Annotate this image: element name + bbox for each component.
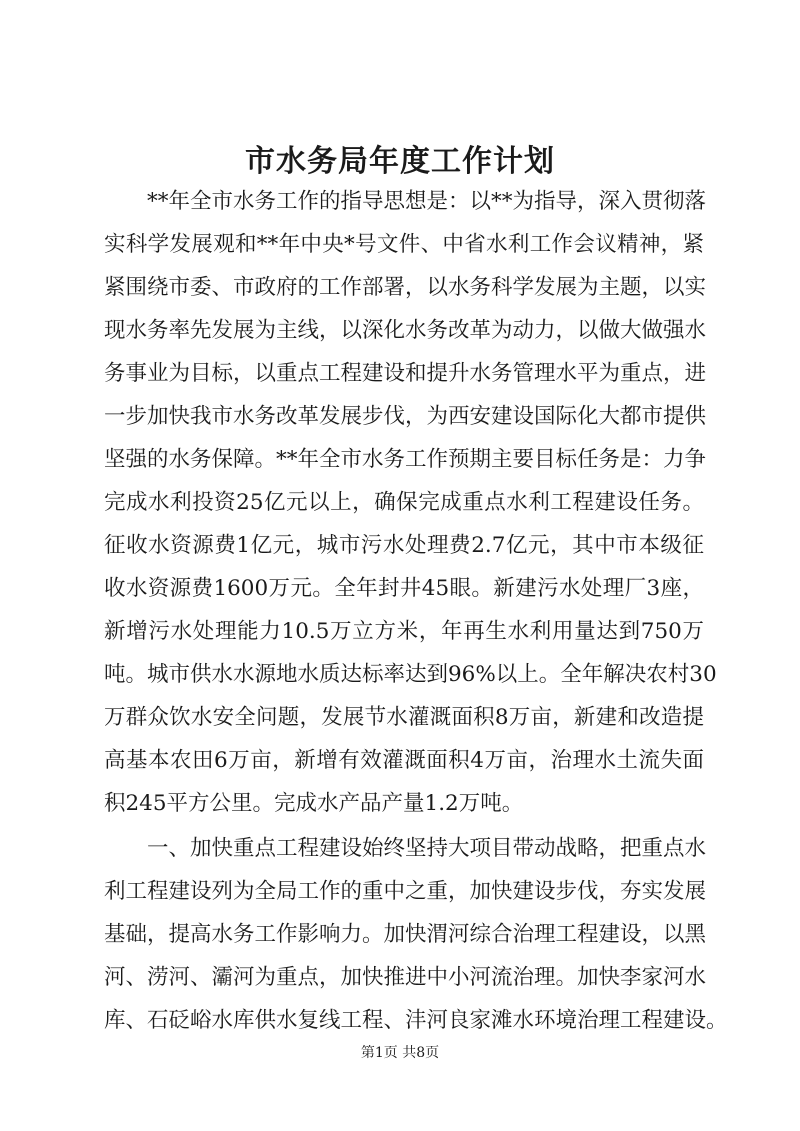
text-line: 坚强的水务保障。**年全市水务工作预期主要目标任务是：力争 bbox=[104, 447, 707, 472]
paragraph-2 bbox=[104, 827, 728, 1042]
text-line: 一步加快我市水务改革发展步伐，为西安建设国际化大都市提供 bbox=[104, 404, 707, 429]
text-line: 万群众饮水安全问题，发展节水灌溉面积8万亩，新建和改造提 bbox=[104, 705, 704, 730]
text-line: 吨。城市供水水源地水质达标率达到96%以上。全年解决农村30 bbox=[104, 662, 717, 687]
text-line: 高基本农田6万亩，新增有效灌溉面积4万亩，治理水土流失面 bbox=[104, 748, 704, 773]
text-line: 征收水资源费1亿元，城市污水处理费2.7亿元，其中市本级征 bbox=[104, 533, 704, 558]
text-line: 一、加快重点工程建设始终坚持大项目带动战略，把重点水 bbox=[147, 836, 707, 861]
text-line: 新增污水处理能力10.5万立方米，年再生水利用量达到750万 bbox=[104, 619, 704, 644]
text-line: 利工程建设列为全局工作的重中之重，加快建设步伐，夯实发展 bbox=[104, 879, 707, 904]
text-line: 河、涝河、灞河为重点，加快推进中小河流治理。加快李家河水 bbox=[104, 965, 707, 990]
text-line: 库、石砭峪水库供水复线工程、沣河良家滩水环境治理工程建设。 bbox=[104, 1008, 728, 1033]
text-line: **年全市水务工作的指导思想是：以**为指导，深入贯彻落 bbox=[147, 189, 707, 214]
text-line: 完成水利投资25亿元以上，确保完成重点水利工程建设任务。 bbox=[104, 490, 704, 515]
text-line: 基础，提高水务工作影响力。加快渭河综合治理工程建设，以黑 bbox=[104, 922, 707, 947]
text-line: 务事业为目标，以重点工程建设和提升水务管理水平为重点，进 bbox=[104, 361, 707, 386]
page-footer: 第1页 共8页 bbox=[360, 1045, 440, 1061]
text-line: 现水务率先发展为主线，以深化水务改革为动力，以做大做强水 bbox=[104, 318, 707, 343]
text-line: 紧围绕市委、市政府的工作部署，以水务科学发展为主题，以实 bbox=[104, 275, 707, 300]
text-line: 积245平方公里。完成水产品产量1.2万吨。 bbox=[104, 791, 524, 816]
document-body bbox=[104, 180, 728, 1042]
text-line: 实科学发展观和**年中央*号文件、中省水利工作会议精神，紧 bbox=[104, 232, 704, 257]
paragraph-1 bbox=[104, 180, 717, 825]
document-title: 市水务局年度工作计划 bbox=[245, 144, 555, 179]
text-line: 收水资源费1600万元。全年封井45眼。新建污水处理厂3座， bbox=[104, 576, 704, 601]
